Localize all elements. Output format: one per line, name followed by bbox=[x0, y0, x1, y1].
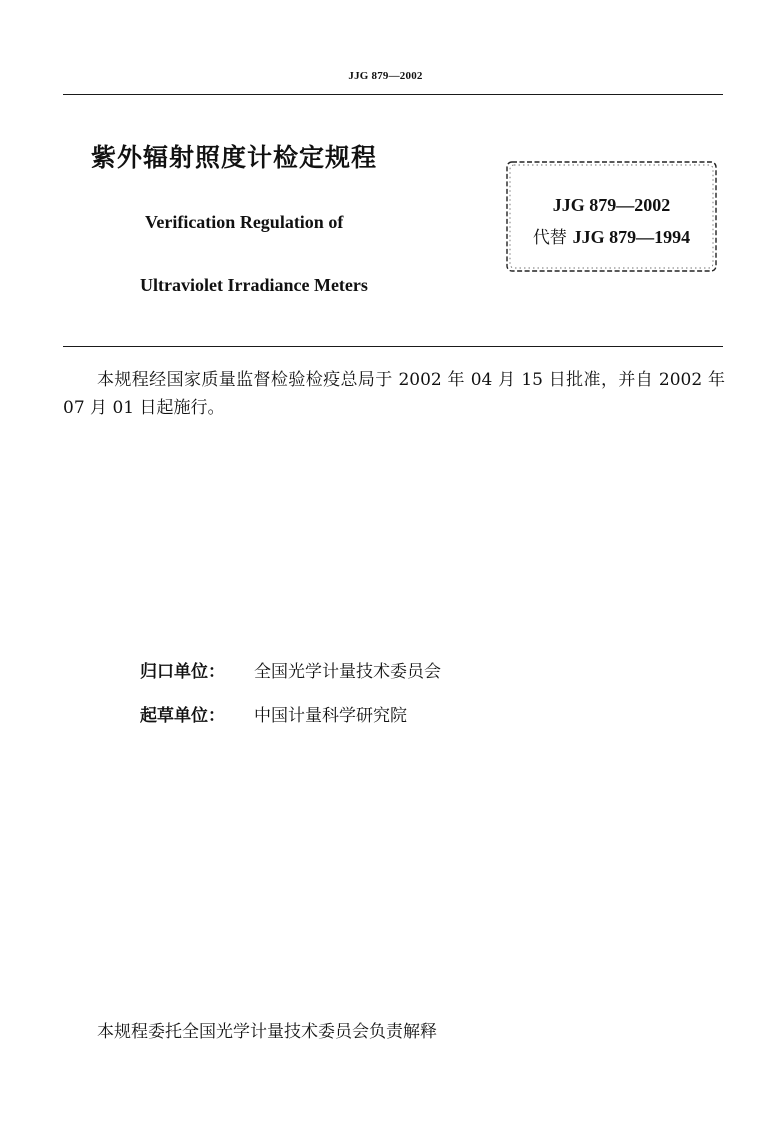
title-english-line1: Verification Regulation of bbox=[145, 212, 344, 232]
responsible-unit-row bbox=[140, 657, 441, 682]
drafting-unit-value: 中国计量科学研究院 bbox=[254, 706, 407, 726]
section-rule bbox=[63, 346, 723, 347]
replaces-code: JJG 879—1994 bbox=[572, 227, 691, 247]
header-rule bbox=[63, 94, 723, 95]
drafting-unit-label: 起草单位： bbox=[140, 706, 225, 726]
title-english-line2: Ultraviolet Irradiance Meters bbox=[140, 275, 368, 295]
responsible-unit-label: 归口单位： bbox=[140, 662, 225, 682]
decorative-border-frame bbox=[504, 159, 719, 274]
responsible-unit-value: 全国光学计量技术委员会 bbox=[254, 662, 441, 682]
interpretation-note: 本规程委托全国光学计量技术委员会负责解释 bbox=[97, 1022, 437, 1042]
running-header: JJG 879—2002 bbox=[348, 70, 423, 82]
title-chinese: 紫外辐射照度计检定规程 bbox=[91, 143, 378, 172]
standard-code bbox=[504, 195, 719, 216]
replaces-prefix: 代替 bbox=[532, 228, 567, 248]
drafting-unit-row bbox=[140, 701, 407, 726]
standard-code-text: JJG 879—2002 bbox=[552, 195, 671, 215]
approval-statement: 本规程经国家质量监督检验检疫总局于 2002 年 04 月 15 日批准，并自 2002 年 07 月 01 日起施行。 bbox=[63, 370, 725, 418]
replaces-line bbox=[504, 223, 719, 248]
code-box bbox=[504, 159, 719, 274]
